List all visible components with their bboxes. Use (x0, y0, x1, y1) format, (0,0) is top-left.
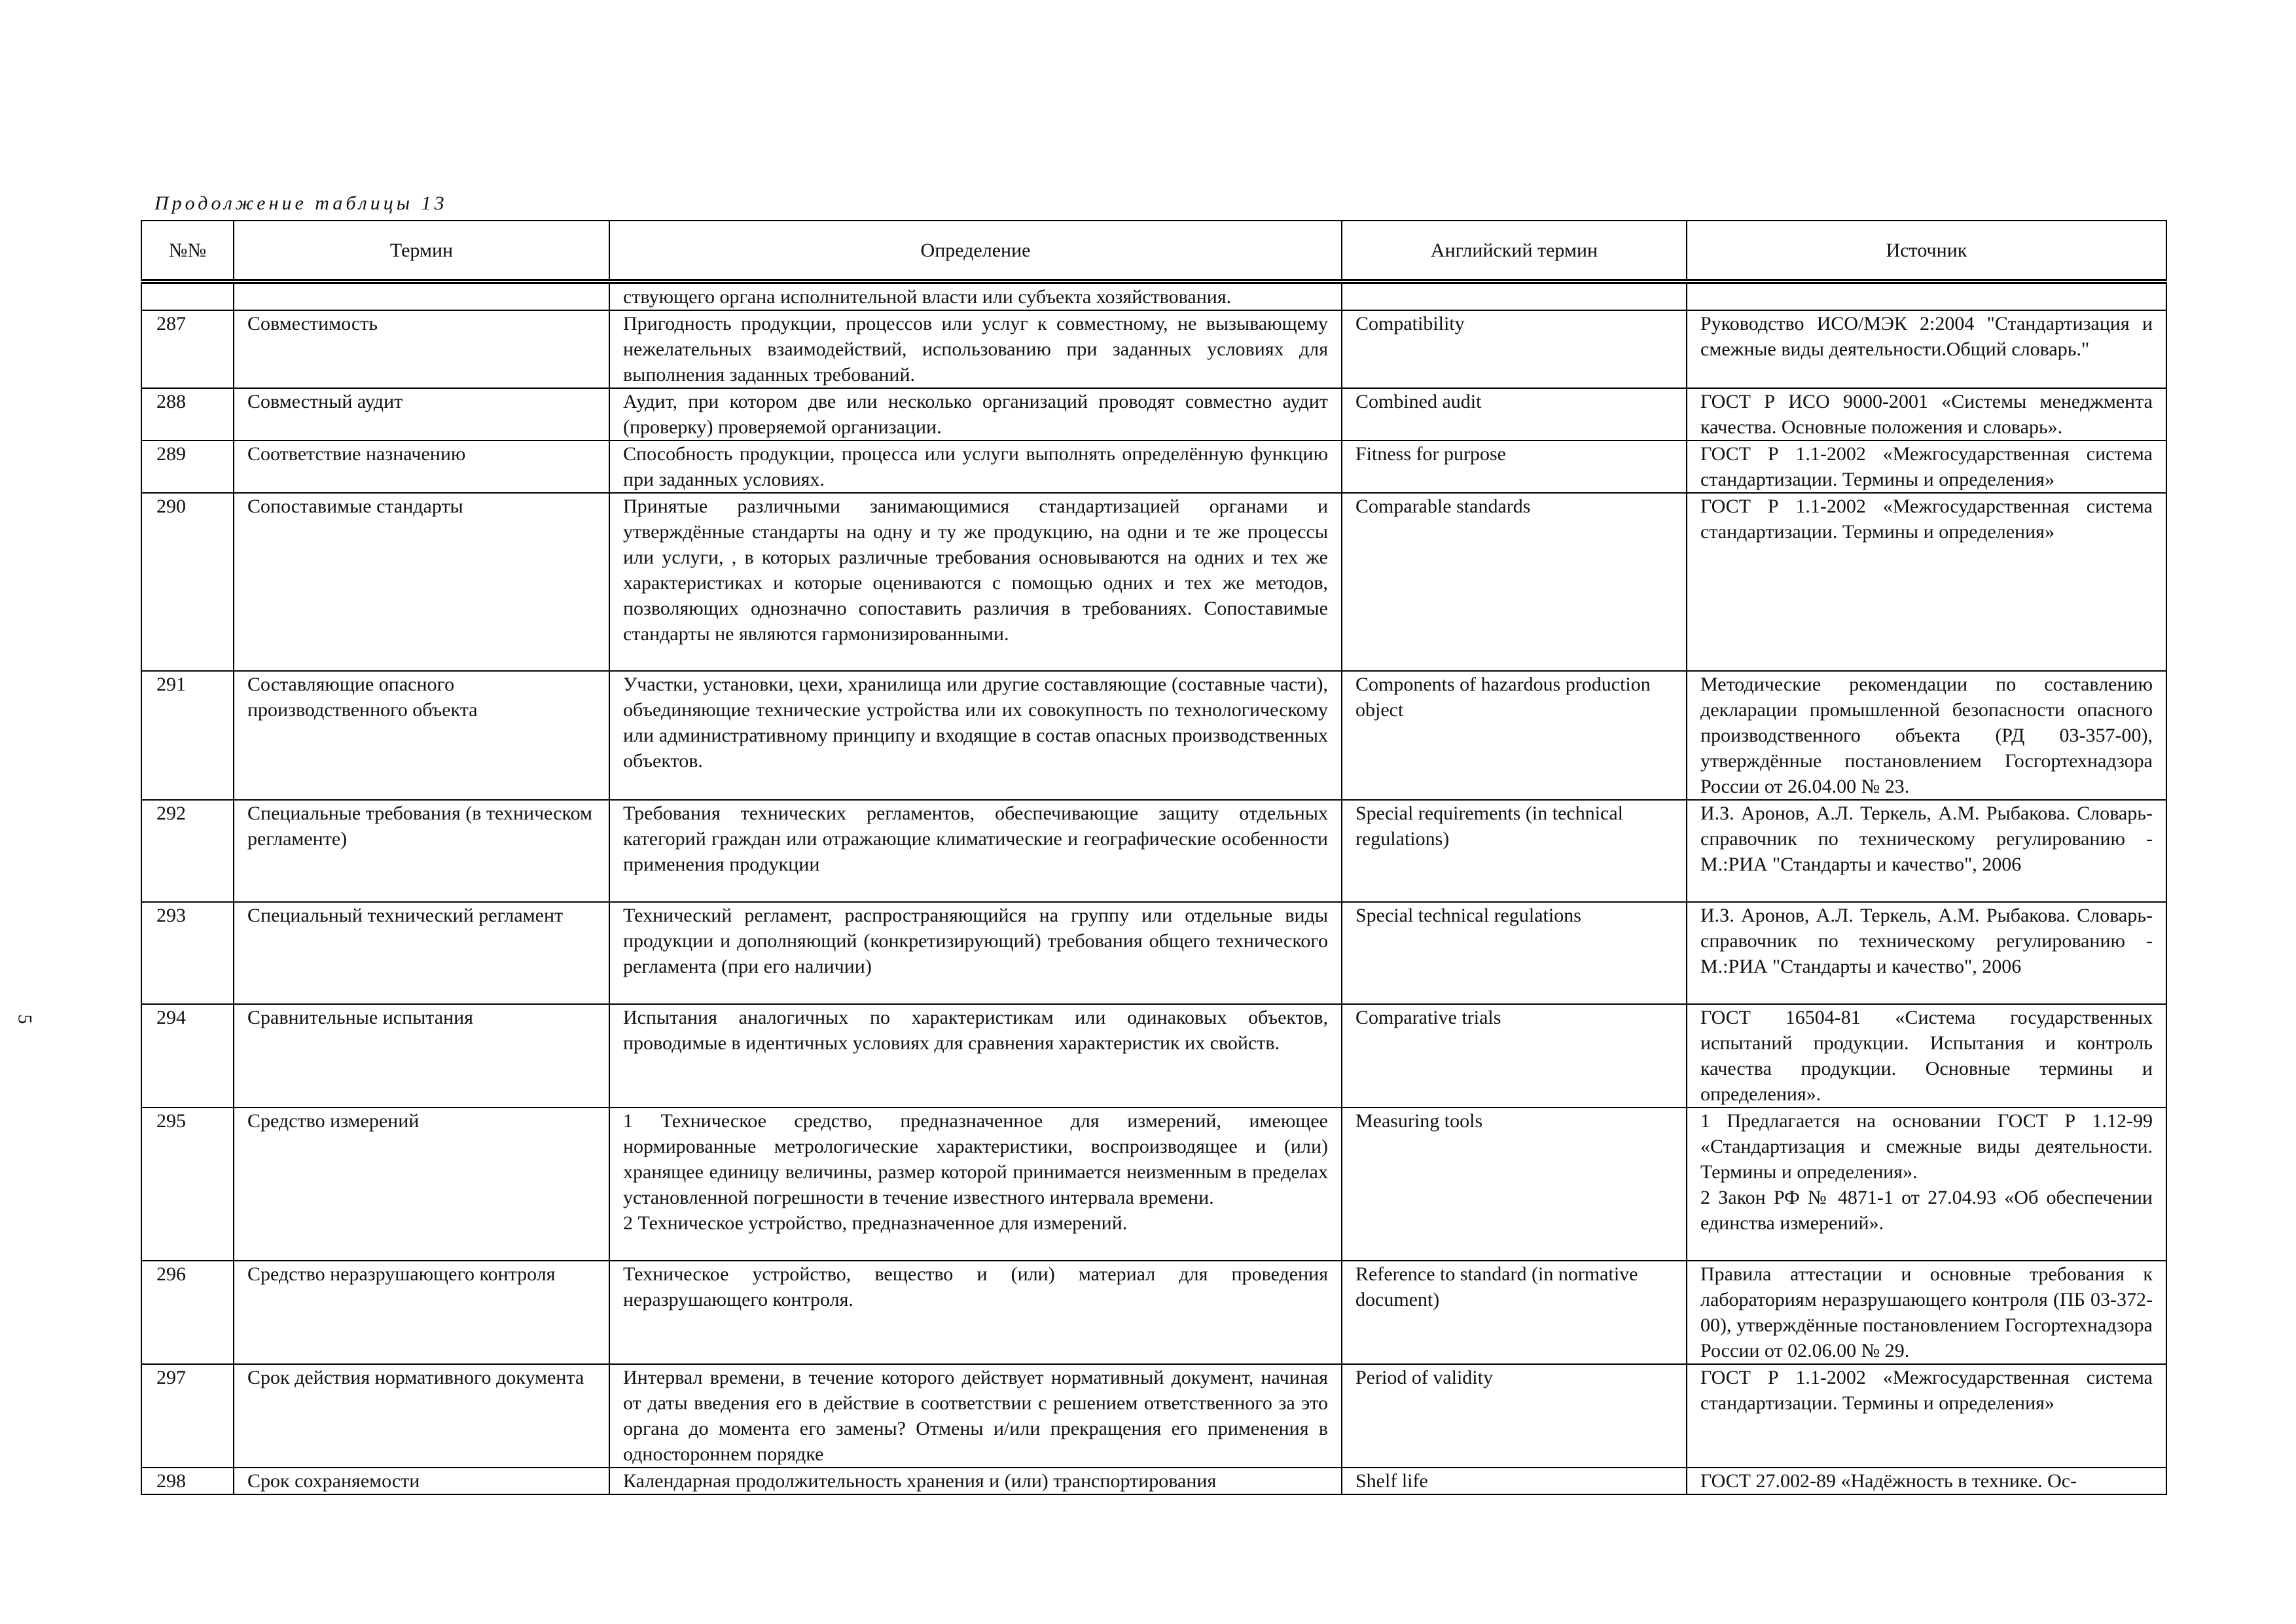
table-row (141, 1364, 2166, 1468)
cell-num: 297 (141, 1364, 234, 1468)
header-term: Термин (234, 221, 609, 281)
header-num: №№ (141, 221, 234, 281)
table-row (141, 388, 2166, 441)
cell-term: Специальный технический регламент (234, 902, 609, 1004)
cell-num: 290 (141, 493, 234, 671)
page-number: 5 (14, 1014, 36, 1024)
table-row (141, 902, 2166, 1004)
cell-source: Руководство ИСО/МЭК 2:2004 "Стандартизация и смежные виды деятельности.Общий словарь." (1687, 310, 2166, 388)
cell-source: Правила аттестации и основные требования к лабораториям неразрушающего контроля (ПБ 03-372-00), утверждённые постановлением Госгортехнадзора России от 02.06.00 № 29. (1687, 1261, 2166, 1364)
cell-term (234, 281, 609, 310)
header-english: Английский термин (1342, 221, 1687, 281)
cell-source: Методические рекомендации по составлению декларации промышленной безопасности опасного производственного объекта (РД 03-357-00), утверждённые постановлением Госгортехнадзора России от 26.04.00 № 23. (1687, 671, 2166, 800)
cell-source (1687, 1108, 2166, 1261)
cell-term: Сопоставимые стандарты (234, 493, 609, 671)
cell-num: 295 (141, 1108, 234, 1261)
cell-definition: Пригодность продукции, процессов или услуг к совместному, не вызывающему нежелательных взаимодействий, использованию при заданных условиях для выполнения заданных требований. (609, 310, 1342, 388)
cell-num: 287 (141, 310, 234, 388)
cell-definition: Требования технических регламентов, обеспечивающие защиту отдельных категорий граждан или отражающие климатические и географические особенности применения продукции (609, 800, 1342, 902)
cell-num: 289 (141, 441, 234, 493)
cell-definition (609, 1108, 1342, 1261)
cell-term: Совместимость (234, 310, 609, 388)
table-row (141, 493, 2166, 671)
cell-source: ГОСТ Р ИСО 9000-2001 «Системы менеджмента качества. Основные положения и словарь». (1687, 388, 2166, 441)
cell-source: ГОСТ Р 1.1-2002 «Межгосударственная система стандартизации. Термины и определения» (1687, 493, 2166, 671)
cell-source: И.З. Аронов, А.Л. Теркель, А.М. Рыбакова. Словарь-справочник по техническому регулированию - М.:РИА "Стандарты и качество", 2006 (1687, 800, 2166, 902)
cell-term: Составляющие опасного производственного объекта (234, 671, 609, 800)
cell-num: 288 (141, 388, 234, 441)
cell-num: 292 (141, 800, 234, 902)
table-row (141, 1468, 2166, 1494)
cell-source: И.З. Аронов, А.Л. Теркель, А.М. Рыбакова. Словарь-справочник по техническому регулированию - М.:РИА "Стандарты и качество", 2006 (1687, 902, 2166, 1004)
source-line: 1 Предлагается на основании ГОСТ Р 1.12-99 «Стандартизация и смежные виды деятельности. Термины и определения». (1700, 1110, 2153, 1183)
cell-term: Средство измерений (234, 1108, 609, 1261)
definition-line: 2 Техническое устройство, предназначенное для измерений. (623, 1212, 1128, 1234)
cell-definition: Календарная продолжительность хранения и (или) транспортирования (609, 1468, 1342, 1494)
cell-term: Соответствие назначению (234, 441, 609, 493)
cell-term: Специальные требования (в техническом регламенте) (234, 800, 609, 902)
cell-num: 293 (141, 902, 234, 1004)
cell-source (1687, 281, 2166, 310)
table-caption: Продолжение таблицы 13 (154, 192, 448, 214)
definition-line: 1 Техническое средство, предназначенное для измерений, имеющее нормированные метрологические характеристики, воспроизводящее и (или) хранящее единицу величины, размер которой принимается неизменным в пределах установленной погрешности в течение известного интервала времени. (623, 1110, 1328, 1208)
cell-english: Fitness for purpose (1342, 441, 1687, 493)
cell-source: ГОСТ 27.002-89 «Надёжность в технике. Ос- (1687, 1468, 2166, 1494)
cell-definition: Способность продукции, процесса или услуги выполнять определённую функцию при заданных условиях. (609, 441, 1342, 493)
table-row (141, 310, 2166, 388)
cell-definition: Принятые различными занимающимися стандартизацией органами и утверждённые стандарты на одну и ту же продукцию, на одни и те же процессы или услуги, , в которых различные требования основываются на одних и тех же характеристиках и которые оцениваются с помощью одних и тех же методов, позволяющих однозначно сопоставить различия в требованиях. Сопоставимые стандарты не являются гармонизированными. (609, 493, 1342, 671)
cell-num: 298 (141, 1468, 234, 1494)
cell-definition: Аудит, при котором две или несколько организаций проводят совместно аудит (проверку) проверяемой организации. (609, 388, 1342, 441)
cell-english (1342, 281, 1687, 310)
cell-source: ГОСТ Р 1.1-2002 «Межгосударственная система стандартизации. Термины и определения» (1687, 441, 2166, 493)
cell-term: Срок действия нормативного документа (234, 1364, 609, 1468)
cell-english: Reference to standard (in normative document) (1342, 1261, 1687, 1364)
cell-english: Period of validity (1342, 1364, 1687, 1468)
cell-english: Comparative trials (1342, 1004, 1687, 1108)
cell-term: Средство неразрушающего контроля (234, 1261, 609, 1364)
cell-source: ГОСТ Р 1.1-2002 «Межгосударственная система стандартизации. Термины и определения» (1687, 1364, 2166, 1468)
source-line: 2 Закон РФ № 4871-1 от 27.04.93 «Об обеспечении единства измерений». (1700, 1187, 2153, 1234)
cell-english: Compatibility (1342, 310, 1687, 388)
cell-english: Components of hazardous production object (1342, 671, 1687, 800)
cell-definition: Интервал времени, в течение которого действует нормативный документ, начиная от даты введения его в действие в соответствии с решением ответственного за это органа до момента его замены? Отмены и/или прекращения его применения в одностороннем порядке (609, 1364, 1342, 1468)
cell-term: Совместный аудит (234, 388, 609, 441)
cell-english: Combined audit (1342, 388, 1687, 441)
cell-english: Special requirements (in technical regulations) (1342, 800, 1687, 902)
cell-definition: Технический регламент, распространяющийся на группу или отдельные виды продукции и дополняющий (конкретизирующий) требования общего технического регламента (при его наличии) (609, 902, 1342, 1004)
table-row (141, 1261, 2166, 1364)
table-row (141, 1004, 2166, 1108)
cell-num (141, 281, 234, 310)
table-row (141, 671, 2166, 800)
cell-num: 291 (141, 671, 234, 800)
table-row-continuation (141, 281, 2166, 310)
header-source: Источник (1687, 221, 2166, 281)
cell-english: Comparable standards (1342, 493, 1687, 671)
cell-source: ГОСТ 16504-81 «Система государственных испытаний продукции. Испытания и контроль качества продукции. Основные термины и определения». (1687, 1004, 2166, 1108)
terms-table (141, 220, 2167, 1495)
cell-num: 296 (141, 1261, 234, 1364)
table-row (141, 1108, 2166, 1261)
cell-definition: Испытания аналогичных по характеристикам или одинаковых объектов, проводимые в идентичных условиях для сравнения характеристик их свойств. (609, 1004, 1342, 1108)
cell-definition: ствующего органа исполнительной власти или субъекта хозяйствования. (609, 281, 1342, 310)
cell-term: Сравнительные испытания (234, 1004, 609, 1108)
table-header-row (141, 221, 2166, 281)
cell-term: Срок сохраняемости (234, 1468, 609, 1494)
cell-num: 294 (141, 1004, 234, 1108)
cell-english: Measuring tools (1342, 1108, 1687, 1261)
cell-definition: Техническое устройство, вещество и (или) материал для проведения неразрушающего контроля. (609, 1261, 1342, 1364)
header-definition: Определение (609, 221, 1342, 281)
cell-english: Shelf life (1342, 1468, 1687, 1494)
cell-english: Special technical regulations (1342, 902, 1687, 1004)
cell-definition: Участки, установки, цехи, хранилища или другие составляющие (составные части), объединяющие технические устройства или их совокупность по технологическому или административному принципу и входящие в состав опасных производственных объектов. (609, 671, 1342, 800)
table-row (141, 441, 2166, 493)
table-row (141, 800, 2166, 902)
